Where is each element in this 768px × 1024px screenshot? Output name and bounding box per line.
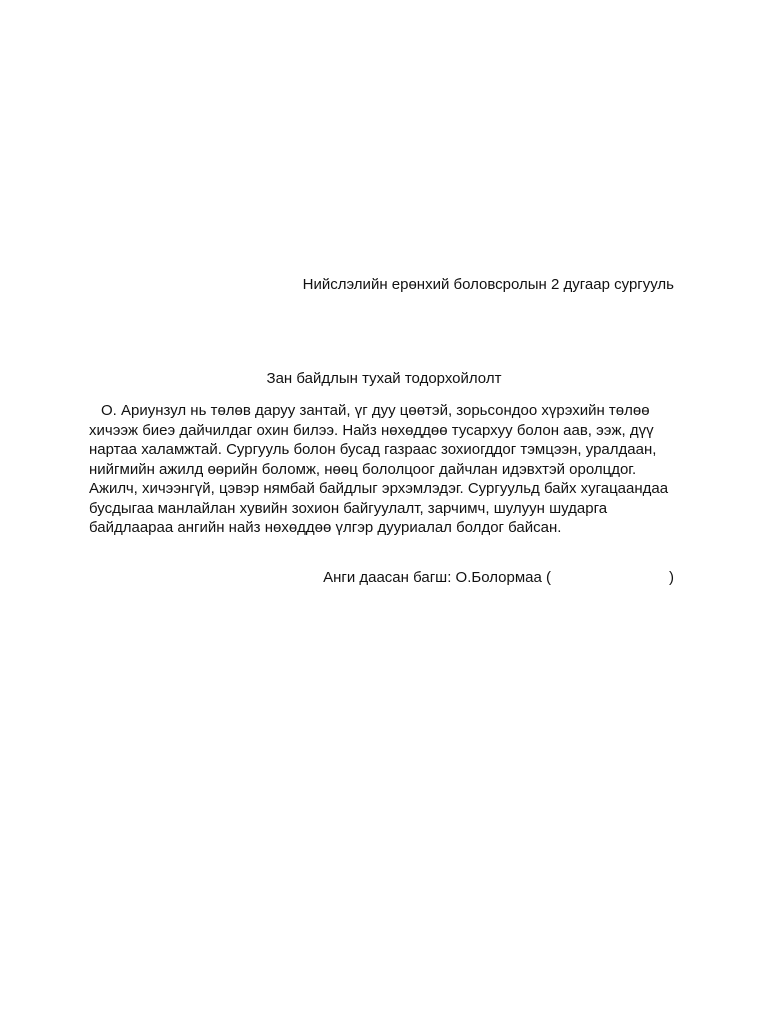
document-title: Зан байдлын тухай тодорхойлолт xyxy=(266,370,502,387)
signature-label: Анги даасан багш: О.Болормаа ( xyxy=(323,569,551,586)
document-body: О. Ариунзул нь төлөв даруу зантай, үг дуу цөөтэй, зорьсондоо хүрэхийн төлөө хичээж биеэ дайчилдаг охин билээ. Найз нөхөддөө тусархуу болон аав, ээж, дүү нартаа халамжтай. Сургууль болон бусад газраас зохиогддог тэмцээн, уралдаан, нийгмийн ажилд өөрийн боломж, нөөц бололцоог дайчлан идэвхтэй оролцдог. Ажилч, хичээнгүй, цэвэр нямбай байдлыг эрхэмлэдэг. Сургуульд байх хугацаандаа бусдыгаа манлайлан хувийн зохион байгуулалт, зарчимч, шулуун шударга байдлаараа ангийн найз нөхөддөө үлгэр дууриалал болдог байсан. xyxy=(89,402,669,536)
signature-close: ) xyxy=(669,569,674,586)
school-name: Нийслэлийн ерөнхий боловсролын 2 дугаар сургууль xyxy=(302,276,674,293)
signature-line xyxy=(323,568,674,588)
